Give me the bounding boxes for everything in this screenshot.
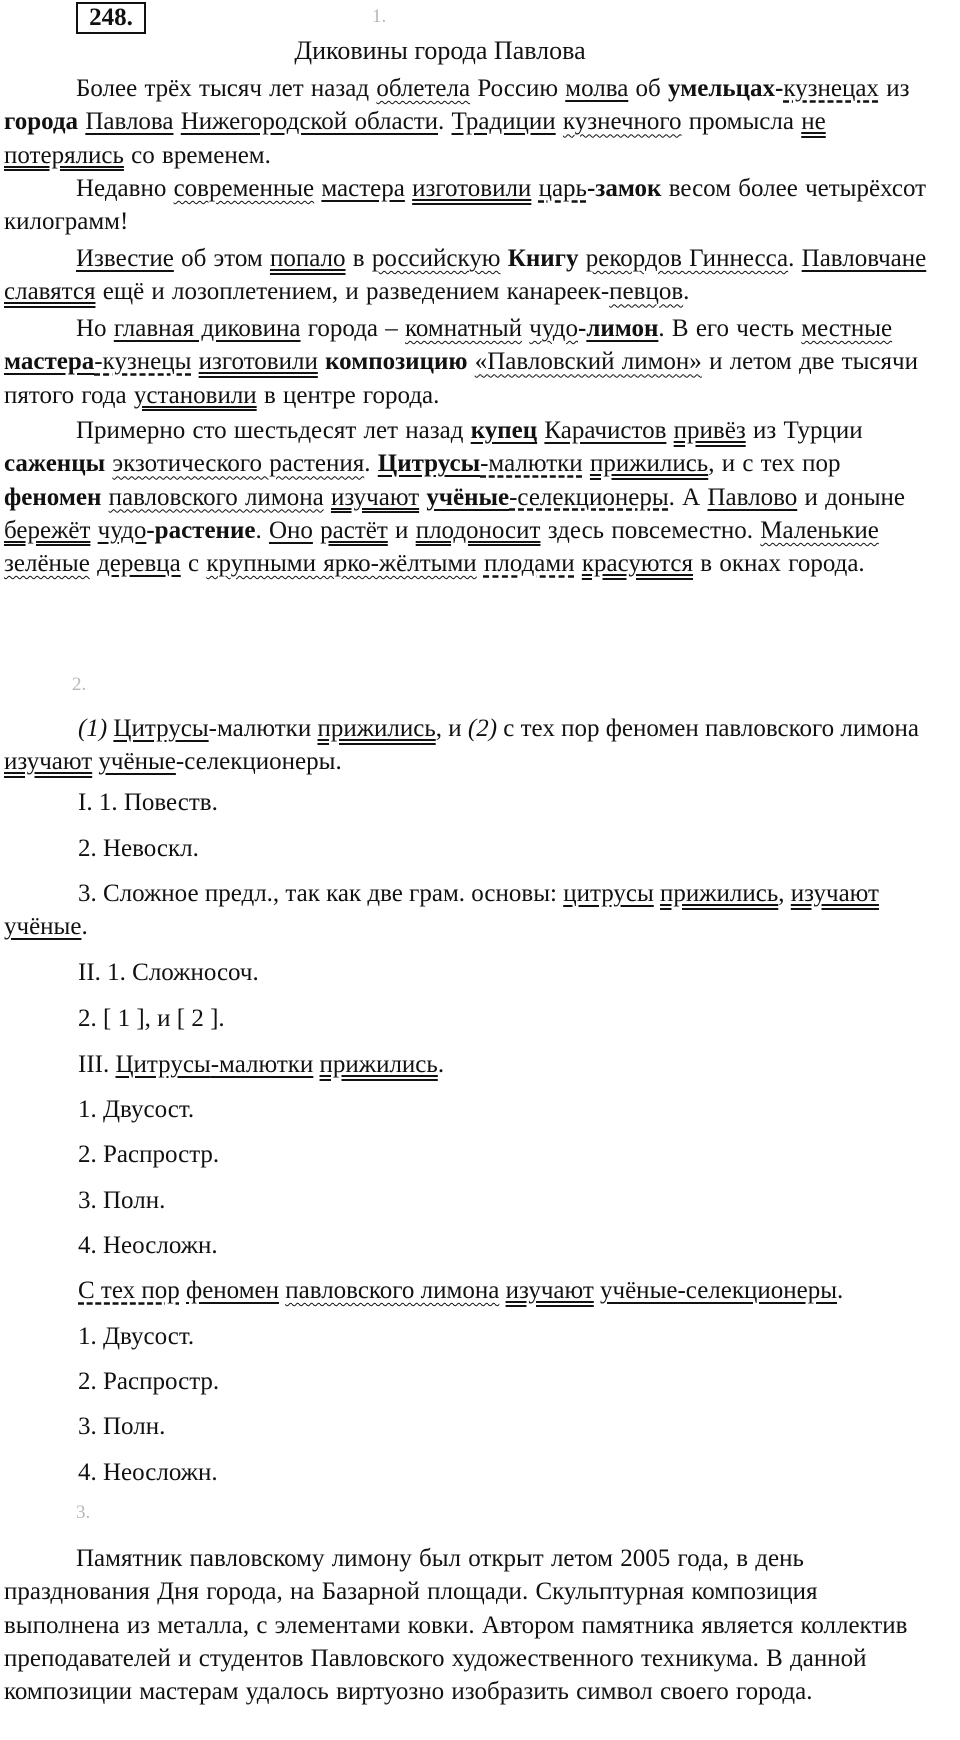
paragraph-2: Недавно современные мастера изготовили царь-замок весом более четырёхсот килограмм! [4,175,927,236]
paragraph-6: Памятник павловскому лимону был открыт летом 2005 года, в день празднования Дня города, на Базарной площади. Скульптурная композиция выполнена из металла, с элементами ковки. Автором памятника является коллектив преподавателей и студентов Павловского художественного техникума. В данной композиции мастерам удалось виртуозно изобразить символ своего города. [4,1545,908,1706]
paragraph-3: Известие об этом попало в российскую Книгу рекордов Гиннесса. Павловчане славятся ещё и лозоплетением, и разведением канареек-певцов. [4,245,927,306]
paragraph-1: Более трёх тысяч лет назад облетела Россию молва об умельцах-кузнецах из города Павлова Нижегородской области. Традиции кузнечного промысла не потерялись со временем. [4,75,910,169]
analysis-line: 3. Полн. [78,1413,166,1440]
analysis-line: 3. Полн. [78,1187,166,1214]
analysis-line: I. 1. Повеств. [78,789,218,816]
section-3-label: 3. [76,1502,91,1523]
analysis-line: II. 1. Сложносоч. [78,959,259,986]
analysis-line: 2. [ 1 ], и [ 2 ]. [78,1005,225,1032]
analysis-line: 2. Распростр. [78,1141,220,1168]
analysis-line: 2. Невоскл. [78,835,199,862]
analysis-line: 1. Двусост. [78,1323,195,1350]
analysis-line: III. Цитрусы-малютки прижились. [78,1051,445,1078]
paragraph-4: Но главная диковина города – комнатный чудо-лимон. В его честь местные мастера-кузнецы изготовили композицию «Павловский лимон» и летом две тысячи пятого года установили в центре города. [4,315,918,409]
analysis-line: 2. Распростр. [78,1368,220,1395]
exercise-number: 248. [76,2,146,34]
text-title: Диковины города Павлова [294,36,586,65]
analysis-line: 3. Сложное предл., так как две грам. основы: цитрусы прижились, изучают учёные. [4,880,879,940]
analysis-sentence: (1) Цитрусы-малютки прижились, и (2) с тех пор феномен павловского лимона изучают учёные-селекционеры. [4,715,920,775]
section-1-label: 1. [372,6,387,27]
analysis-line: 4. Неосложн. [78,1459,218,1486]
analysis-line: 1. Двусост. [78,1096,195,1123]
analysis-line: 4. Неосложн. [78,1232,218,1259]
section-2-label: 2. [72,674,87,695]
analysis-line: С тех пор феномен павловского лимона изучают учёные-селекционеры. [78,1277,844,1304]
paragraph-5: Примерно сто шестьдесят лет назад купец Карачистов привёз из Турции саженцы экзотического растения. Цитрусы-малютки прижились, и с тех пор феномен павловского лимона изучают учёные-селекционеры. А Павлово и доныне бережёт чудо-растение. Оно растёт и плодоносит здесь повсеместно. Маленькие зелёные деревца с крупными ярко-жёлтыми плодами красуются в окнах города. [4,417,905,578]
